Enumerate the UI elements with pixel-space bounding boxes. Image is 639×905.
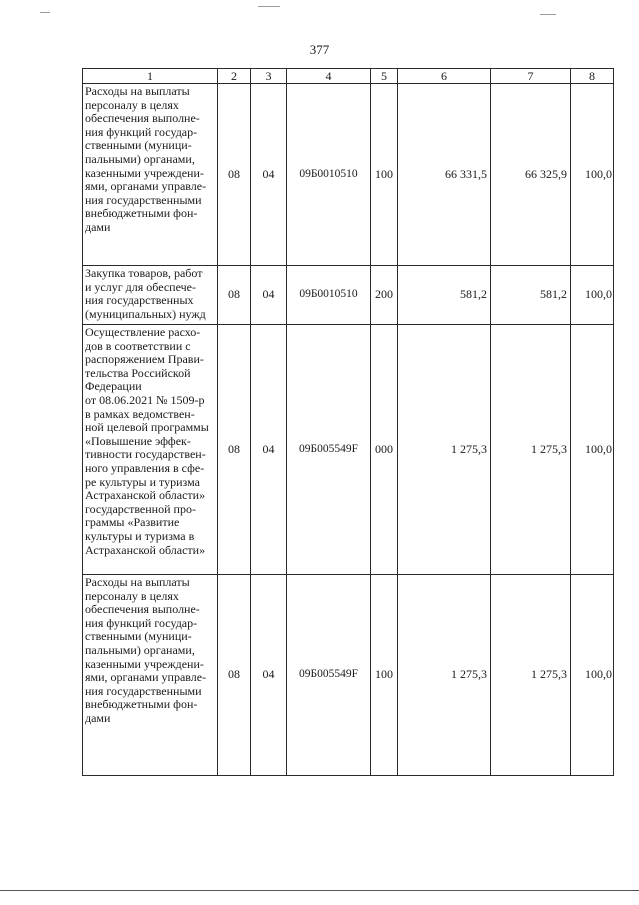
actual-amount: 581,2 bbox=[491, 266, 571, 325]
row-description bbox=[83, 84, 218, 266]
desc-line: граммы «Развитие bbox=[85, 515, 180, 530]
target-article-code: 09Б005549F bbox=[287, 575, 371, 776]
table-row bbox=[83, 84, 614, 266]
desc-line: культуры и туризма в bbox=[85, 528, 195, 543]
desc-line: пальными) органами, bbox=[85, 642, 195, 657]
header-cell: 3 bbox=[251, 69, 287, 84]
desc-line: обеспечения выполне- bbox=[85, 111, 200, 126]
table-row bbox=[83, 575, 614, 776]
desc-line: Астраханской области» bbox=[85, 488, 206, 503]
desc-line: Астраханской области» bbox=[85, 542, 206, 557]
subsection-code: 04 bbox=[251, 266, 287, 325]
header-cell: 5 bbox=[371, 69, 398, 84]
subsection-code: 04 bbox=[251, 325, 287, 575]
header-cell: 8 bbox=[571, 69, 614, 84]
desc-line: дов в соответствии с bbox=[85, 338, 191, 353]
desc-line: ного управления в сфе- bbox=[85, 460, 205, 475]
target-article-code: 09Б005549F bbox=[287, 325, 371, 575]
desc-line: обеспечения выполне- bbox=[85, 602, 200, 617]
desc-line: ной целевой программы bbox=[85, 420, 209, 435]
execution-percent: 100,0 bbox=[571, 266, 614, 325]
desc-line: персоналу в целях bbox=[85, 97, 179, 112]
page-bottom-edge bbox=[0, 890, 639, 891]
desc-line: ния государственных bbox=[85, 293, 194, 308]
section-code: 08 bbox=[218, 325, 251, 575]
table-row bbox=[83, 266, 614, 325]
header-cell: 4 bbox=[287, 69, 371, 84]
desc-line: государственной про- bbox=[85, 501, 196, 516]
desc-line: (муниципальных) нужд bbox=[85, 306, 206, 321]
desc-line: ния государственными bbox=[85, 683, 202, 698]
desc-line: внебюджетными фон- bbox=[85, 697, 198, 712]
section-code: 08 bbox=[218, 84, 251, 266]
desc-line: ями, органами управле- bbox=[85, 179, 207, 194]
expense-type-code: 200 bbox=[371, 266, 398, 325]
target-article-code: 09Б0010510 bbox=[287, 266, 371, 325]
target-article-code: 09Б0010510 bbox=[287, 84, 371, 266]
budget-table bbox=[82, 68, 614, 776]
desc-line: пальными) органами, bbox=[85, 151, 195, 166]
planned-amount: 1 275,3 bbox=[398, 575, 491, 776]
table-row bbox=[83, 325, 614, 575]
desc-line: Расходы на выплаты bbox=[85, 84, 190, 98]
planned-amount: 581,2 bbox=[398, 266, 491, 325]
desc-line: ния государственными bbox=[85, 192, 202, 207]
desc-line: ре культуры и туризма bbox=[85, 474, 200, 489]
desc-line: «Повышение эффек- bbox=[85, 433, 191, 448]
expense-type-code: 000 bbox=[371, 325, 398, 575]
desc-line: в рамках ведомствен- bbox=[85, 406, 195, 421]
desc-line: дами bbox=[85, 710, 111, 725]
planned-amount: 66 331,5 bbox=[398, 84, 491, 266]
section-code: 08 bbox=[218, 575, 251, 776]
desc-line: распоряжением Прави- bbox=[85, 352, 204, 367]
desc-line: и услуг для обеспече- bbox=[85, 279, 196, 294]
desc-line: тивности государствен- bbox=[85, 447, 206, 462]
header-cell: 2 bbox=[218, 69, 251, 84]
desc-line: Осуществление расхо- bbox=[85, 325, 201, 339]
desc-line: ния функций государ- bbox=[85, 615, 198, 630]
actual-amount: 1 275,3 bbox=[491, 325, 571, 575]
scan-artifact bbox=[258, 6, 280, 7]
desc-line: персоналу в целях bbox=[85, 588, 179, 603]
expense-type-code: 100 bbox=[371, 575, 398, 776]
row-description bbox=[83, 325, 218, 575]
header-row bbox=[83, 69, 614, 84]
desc-line: дами bbox=[85, 219, 111, 234]
desc-line: Расходы на выплаты bbox=[85, 575, 190, 589]
section-code: 08 bbox=[218, 266, 251, 325]
desc-line: Закупка товаров, работ bbox=[85, 266, 203, 280]
page-number: 377 bbox=[309, 42, 330, 57]
desc-line: казенными учреждени- bbox=[85, 165, 204, 180]
desc-line: Федерации bbox=[85, 379, 142, 394]
desc-line: внебюджетными фон- bbox=[85, 206, 198, 221]
subsection-code: 04 bbox=[251, 84, 287, 266]
scan-artifact bbox=[40, 12, 50, 13]
desc-line: ственными (муници- bbox=[85, 629, 192, 644]
row-description bbox=[83, 575, 218, 776]
desc-line: ственными (муници- bbox=[85, 138, 192, 153]
planned-amount: 1 275,3 bbox=[398, 325, 491, 575]
expense-type-code: 100 bbox=[371, 84, 398, 266]
header-cell: 6 bbox=[398, 69, 491, 84]
actual-amount: 1 275,3 bbox=[491, 575, 571, 776]
desc-line: казенными учреждени- bbox=[85, 656, 204, 671]
header-cell: 1 bbox=[83, 69, 218, 84]
scan-artifact bbox=[540, 14, 556, 15]
execution-percent: 100,0 bbox=[571, 84, 614, 266]
subsection-code: 04 bbox=[251, 575, 287, 776]
header-cell: 7 bbox=[491, 69, 571, 84]
actual-amount: 66 325,9 bbox=[491, 84, 571, 266]
desc-line: ями, органами управле- bbox=[85, 670, 207, 685]
desc-line: тельства Российской bbox=[85, 365, 191, 380]
execution-percent: 100,0 bbox=[571, 325, 614, 575]
row-description bbox=[83, 266, 218, 325]
desc-line: ния функций государ- bbox=[85, 124, 198, 139]
desc-line: от 08.06.2021 № 1509-р bbox=[85, 392, 205, 407]
execution-percent: 100,0 bbox=[571, 575, 614, 776]
